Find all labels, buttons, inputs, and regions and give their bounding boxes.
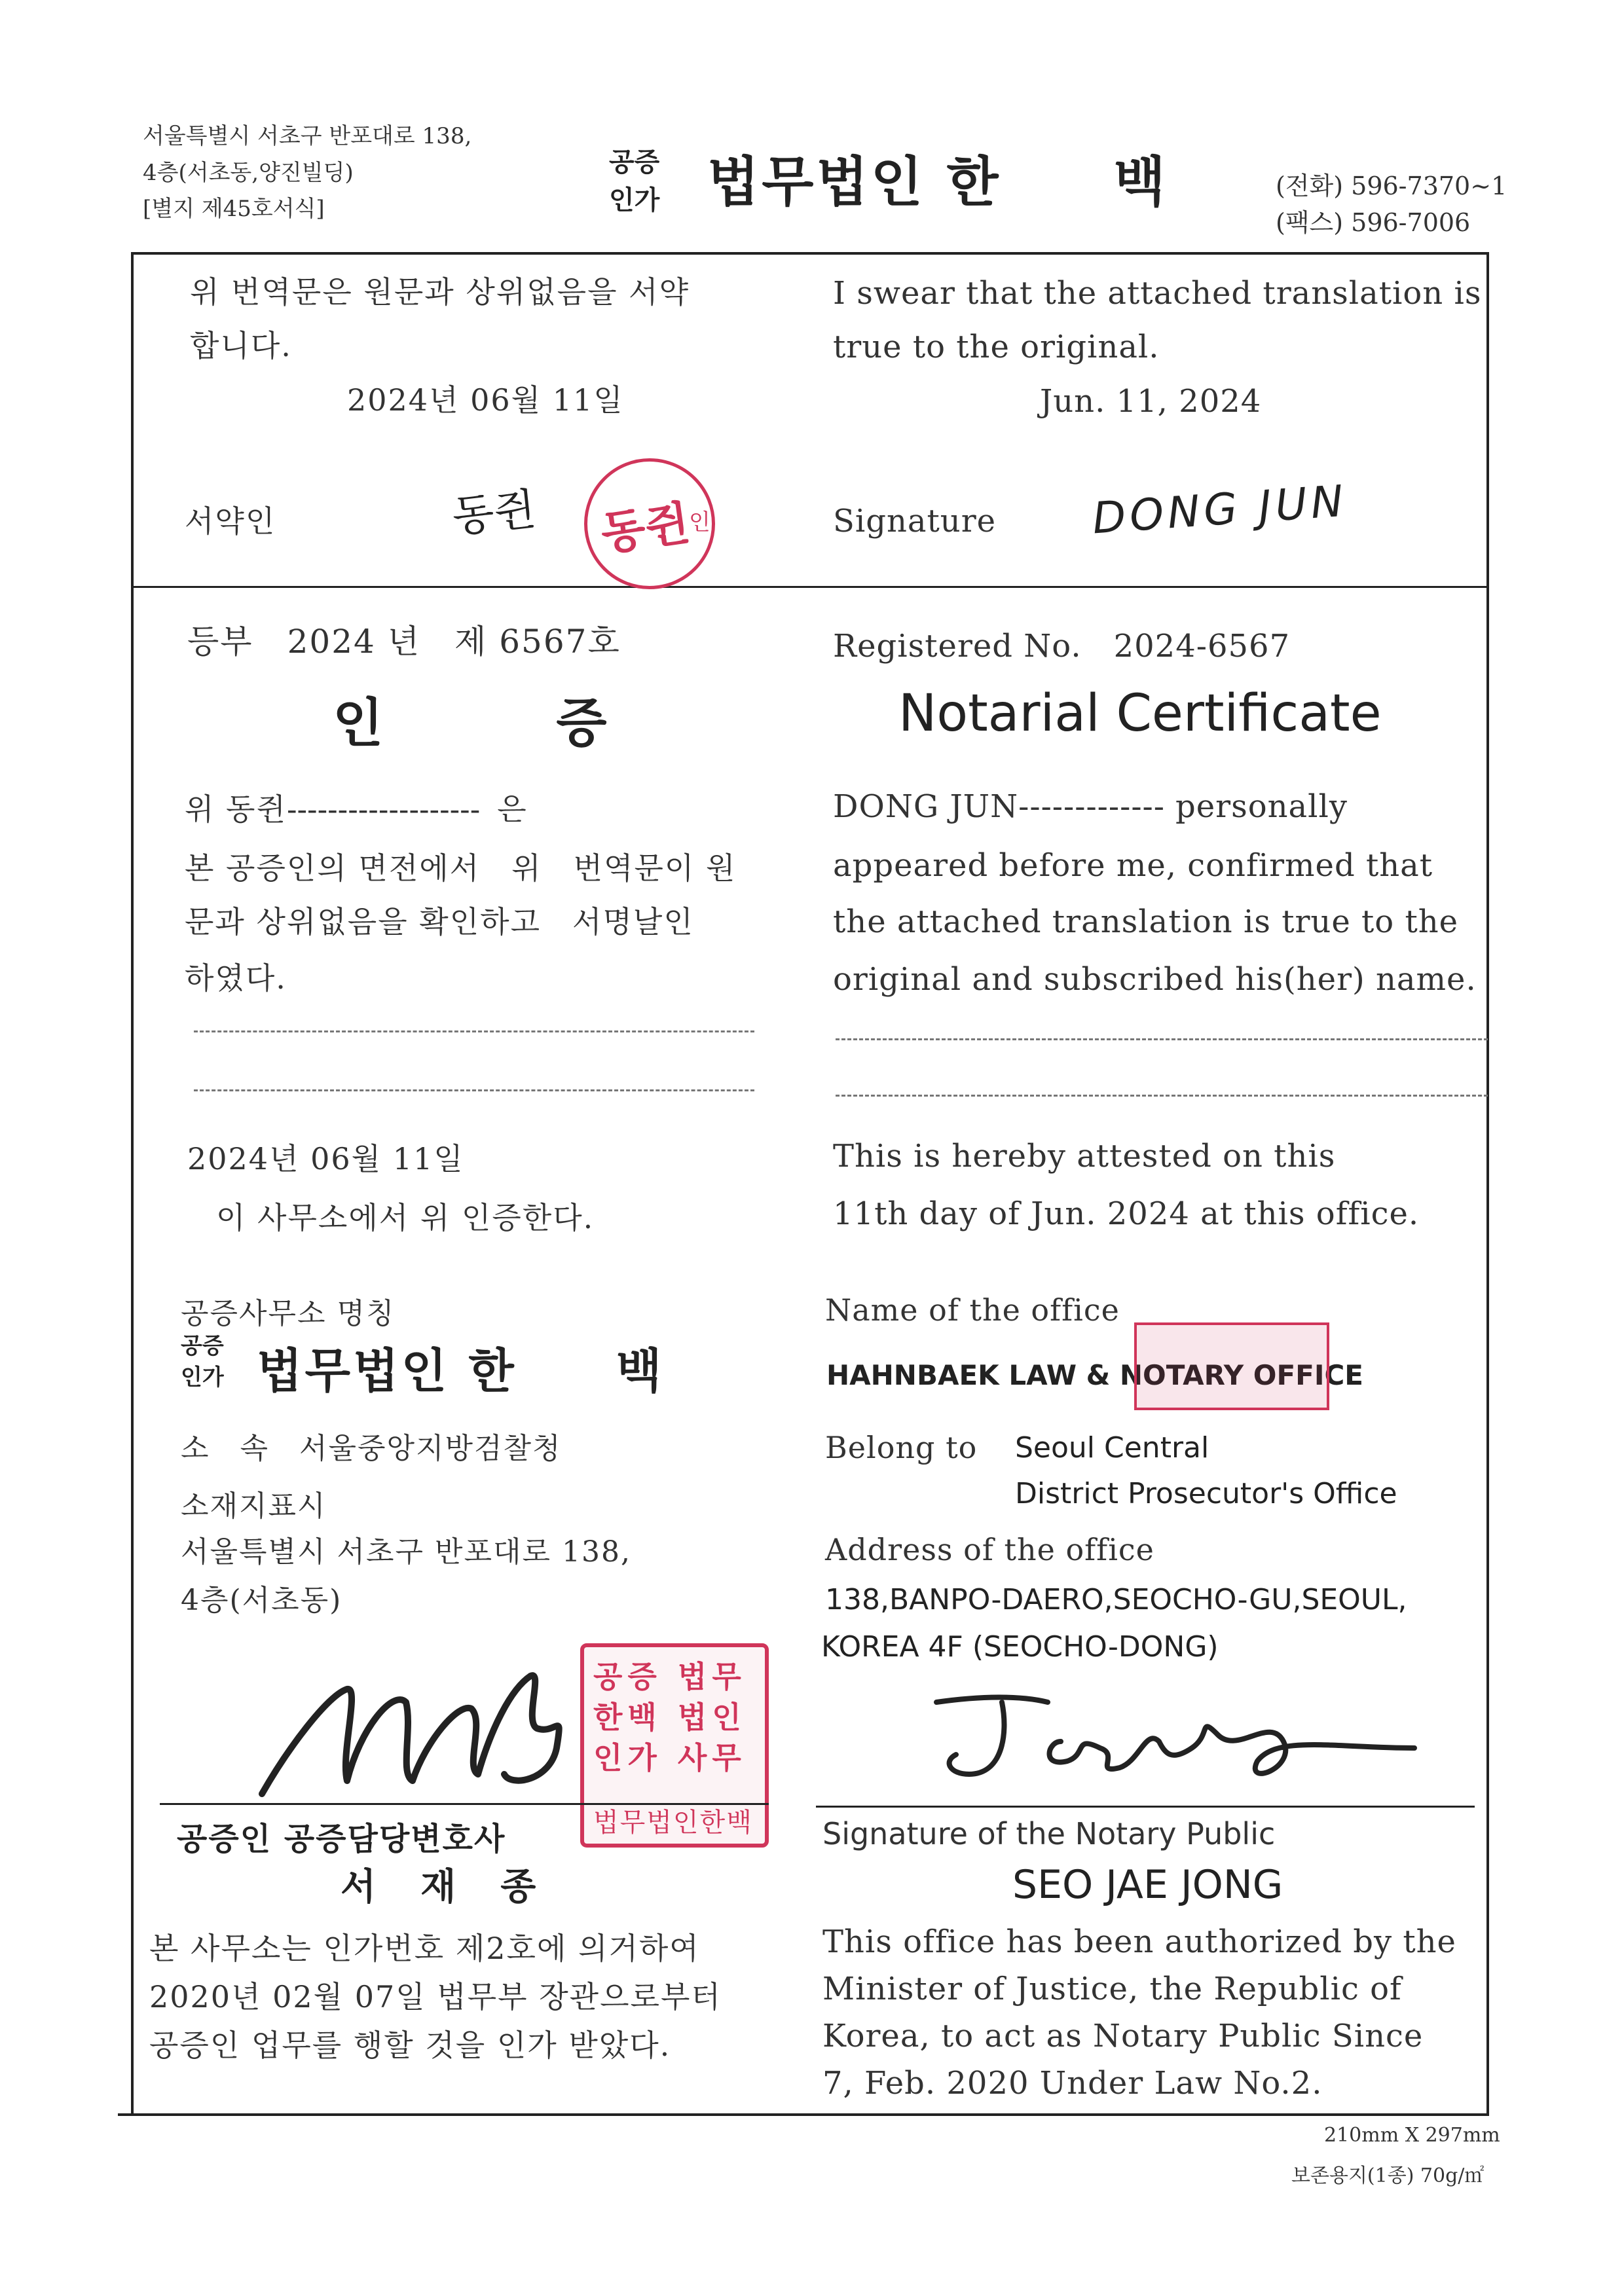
cert-ko-blank-line-1 [194,1030,754,1032]
header-office-prefix-top: 공증 [609,147,660,177]
office-en-address-label: Address of the office [825,1532,1154,1567]
office-ko-belong: 소 속 서울중앙지방검찰청 [181,1432,562,1465]
attest-en-line-2: 11th day of Jun. 2024 at this office. [833,1195,1420,1232]
cert-ko-line-3: 문과 상위없음을 확인하고 서명날인 [185,904,694,939]
office-en-belong-line-1: Seoul Central [1015,1431,1209,1465]
cert-ko-particle: 은 [497,792,528,827]
footer-paper-type: 보존용지(1종) 70g/㎡ [1291,2164,1485,2187]
attest-en-line-1: This is hereby attested on this [833,1138,1336,1175]
office-en-red-stamp [1134,1322,1329,1410]
frame-top-border [131,252,1489,255]
oath-section-divider [131,586,1489,588]
oath-ko-line-2: 합니다. [190,328,292,363]
oath-ko-line-1: 위 번역문은 원문과 상위없음을 서약 [190,274,690,310]
header-office-name: 법무법인 한 백 [707,151,1168,213]
office-ko-prefix-bottom: 인가 [181,1364,224,1391]
office-en-belong-line-2: District Prosecutor's Office [1015,1477,1397,1510]
oath-ko-signature: 동쥔 [449,483,538,543]
cert-ko-line-2: 본 공증인의 면전에서 위 번역문이 원 [185,850,737,886]
cert-en-line-4: original and subscribed his(her) name. [833,961,1477,998]
oath-ko-signer-label: 서약인 [185,503,276,539]
notary-en-handwritten-signature [930,1689,1428,1794]
oath-en-signer-label: Signature [833,503,997,539]
footer-paper-size: 210mm X 297mm [1324,2124,1500,2147]
cert-en-line-3: the attached translation is true to the [833,903,1459,940]
notary-en-sign-line [816,1806,1475,1808]
header-address-line-1: 서울특별시 서초구 반포대로 138, [143,123,472,149]
cert-en-dashes: ------------- [1018,788,1165,825]
cert-ko-line-1 [185,786,528,829]
notary-seal-characters [593,1656,756,1778]
seal-char-6: 사무 [677,1740,747,1776]
notary-ko-sign-line [160,1803,769,1805]
office-ko-prefix-top: 공증 [181,1333,224,1359]
office-ko-address-label: 소재지표시 [181,1489,327,1523]
registration-ko: 등부 2024 년 제 6567호 [187,623,621,661]
cert-en-line-2: appeared before me, confirmed that [833,847,1433,884]
cert-ko-blank-line-2 [194,1089,754,1091]
cert-en-appearer: DONG JUN [833,788,1019,825]
header-address-line-2: 4층(서초동,양진빌딩) [143,160,354,186]
notary-en-name: SEO JAE JONG [1012,1862,1283,1908]
oath-seal-suffix: 인 [689,509,710,536]
cert-ko-line-4: 하였다. [185,960,287,996]
seal-char-1: 공증 [593,1659,662,1694]
oath-ko-date: 2024년 06월 11일 [347,382,624,418]
seal-char-3: 한백 [593,1700,662,1735]
attest-ko-text: 이 사무소에서 위 인증한다. [216,1200,595,1235]
office-en-address-line-2: KOREA 4F (SEOCHO-DONG) [821,1630,1219,1664]
office-en-name-label: Name of the office [825,1292,1120,1328]
office-ko-name-label: 공증사무소 명칭 [181,1297,396,1330]
attest-ko-date: 2024년 06월 11일 [187,1141,464,1176]
office-en-belong-label: Belong to [825,1430,978,1465]
notary-ko-handwritten-signature [249,1650,589,1820]
office-en-name: HAHNBAEK LAW & NOTARY OFFICE [826,1359,1363,1391]
auth-en-line-4: 7, Feb. 2020 Under Law No.2. [822,2065,1323,2102]
office-ko-address-line-2: 4층(서초동) [181,1584,342,1617]
auth-ko-line-3: 공증인 업무를 행할 것을 인가 받았다. [149,2028,671,2063]
auth-ko-line-2: 2020년 02월 07일 법무부 장관으로부터 [149,1979,722,2014]
oath-en-date: Jun. 11, 2024 [1040,383,1262,420]
office-ko-address-line-1: 서울특별시 서초구 반포대로 138, [181,1535,631,1569]
auth-ko-line-1: 본 사무소는 인가번호 제2호에 의거하여 [149,1931,700,1966]
frame-left-border [131,252,134,2115]
form-number: [별지 제45호서식] [143,196,325,222]
certificate-title-en: Notarial Certificate [898,684,1382,743]
office-ko-name: 법무법인 한 백 [257,1343,665,1398]
cert-ko-dashes: ------------------- [286,792,481,827]
notary-official-seal [580,1643,769,1848]
notary-ko-title: 공증인 공증담당변호사 [177,1821,506,1857]
notary-ko-name: 서 재 종 [341,1865,540,1908]
auth-en-line-2: Minister of Justice, the Republic of [822,1971,1402,2007]
cert-en-blank-line-2 [836,1095,1488,1097]
frame-right-border [1486,252,1489,2115]
cert-ko-appearer: 위 동쥔 [185,792,287,827]
cert-en-blank-line-1 [836,1038,1488,1040]
seal-char-2: 법무 [677,1659,747,1694]
header-fax: (팩스) 596-7006 [1276,208,1471,237]
oath-en-line-2: true to the original. [833,329,1160,365]
notary-seal-bottom: 법무법인한백 [593,1808,753,1838]
registration-en: Registered No. 2024-6567 [833,628,1291,665]
oath-seal-text: 동쥔 [597,494,693,561]
seal-char-5: 인가 [593,1740,662,1776]
office-en-address-line-1: 138,BANPO-DAERO,SEOCHO-GU,SEOUL, [825,1583,1407,1616]
seal-char-4: 법인 [677,1700,747,1735]
oath-en-line-1: I swear that the attached translation is [833,275,1482,312]
header-phone: (전화) 596-7370~1 [1276,172,1507,200]
notary-en-title: Signature of the Notary Public [822,1816,1276,1851]
auth-en-line-3: Korea, to act as Notary Public Since [822,2018,1424,2054]
cert-en-line-1 [833,788,1348,825]
frame-bottom-border [118,2113,1489,2116]
header-office-prefix-bottom: 인가 [609,185,660,215]
certificate-title-ko: 인 증 [333,692,611,754]
cert-en-personally: personally [1175,788,1348,825]
oath-en-signature: DONG JUN [1090,475,1349,544]
auth-en-line-1: This office has been authorized by the [822,1923,1456,1960]
